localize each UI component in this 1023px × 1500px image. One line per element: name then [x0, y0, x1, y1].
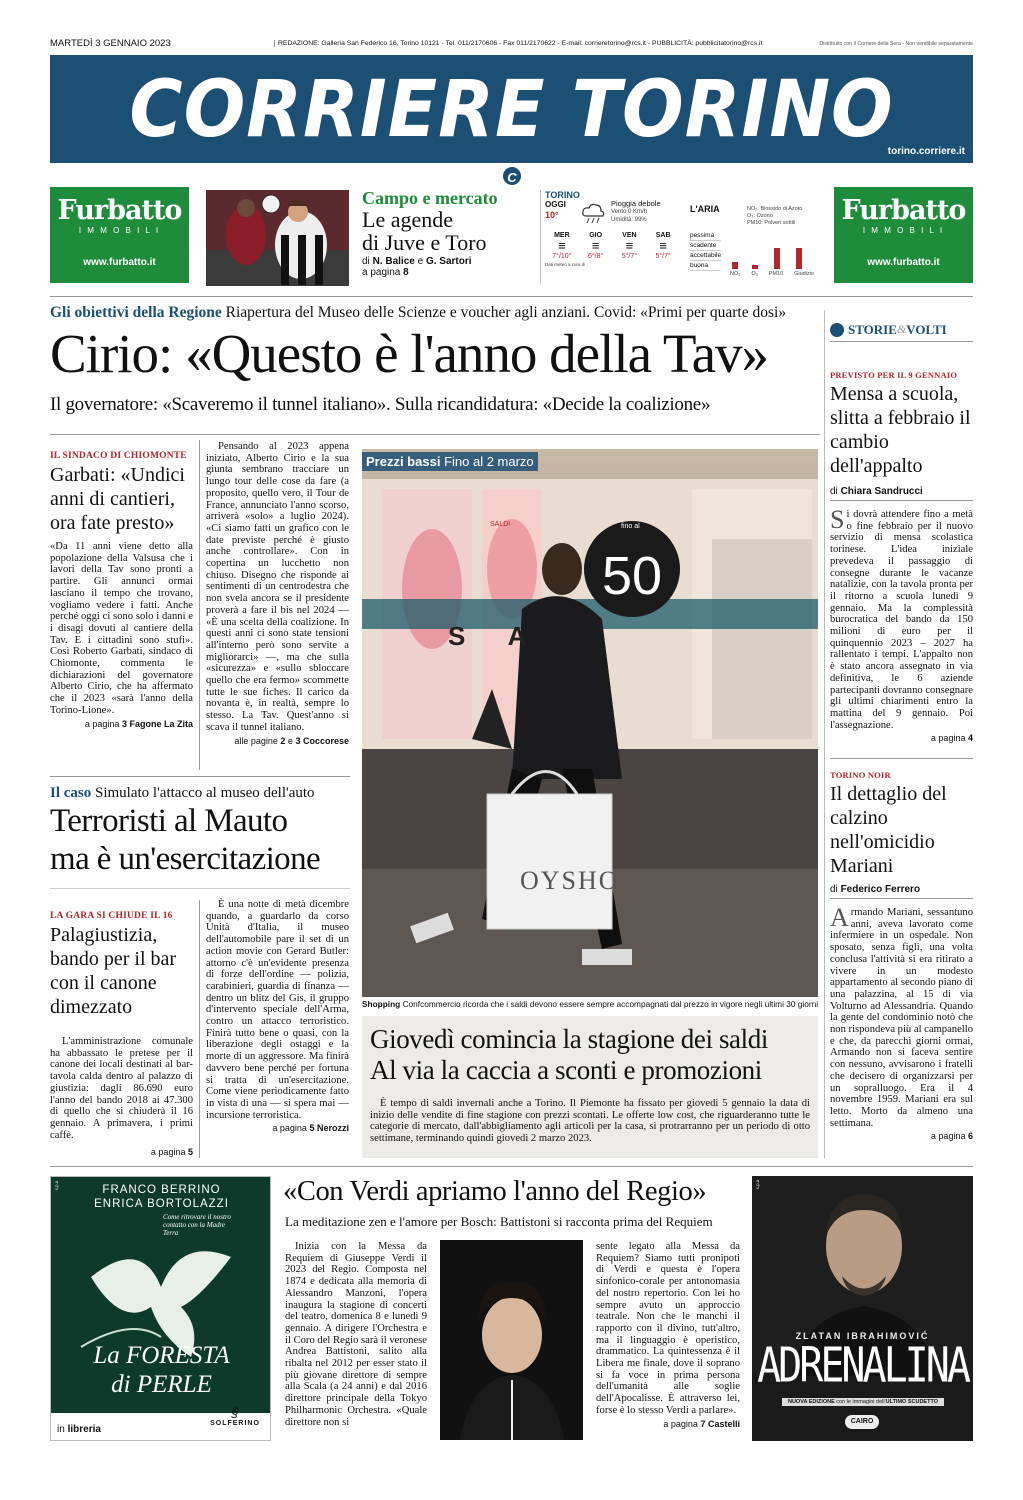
book-right-title: ADRENALINA: [757, 1338, 968, 1394]
today-desc: [611, 200, 661, 224]
saldi-headline-1: Giovedì comincia la stagione dei saldi: [370, 1024, 768, 1054]
mauto-ref: a pagina 5 Nerozzi: [272, 1123, 349, 1134]
mensa-headline: Mensa a scuola, slitta a febbraio il cambio dell'appalto: [830, 383, 971, 477]
issue-date: MARTEDÌ 3 GENNAIO 2023: [50, 38, 171, 49]
palagiustizia-article[interactable]: [50, 911, 193, 1157]
adrenalina-book-ad[interactable]: [752, 1176, 973, 1441]
air-quality-box: [686, 203, 814, 283]
noir-article[interactable]: [830, 770, 973, 1141]
cirio-body: Pensando al 2023 appena iniziato, Alberto Cirio e la sua giunta sembrano tracciare un lungo tour delle cose da fare (a proposito, quello vero, il Tour de France, annunciato l'anno scorso, arriverà «solo» a luglio 2024). «Ci siamo fatti un grafico con le date previste perché è giusto anche controllare». Con in copertina un lucchetto non chiuso. Disegno che risponde ai sentimenti di un centrodestra che non svela ancora se il presidente proverà a fare il bis nel 2024 — «È una scelta della coalizione. In questi anni ci sono state tensioni all'interno però sono servite a migliorarci» —, ma che sulla «sicurezza» e «sullo sbloccare quello che era fermo» scommette tutte le sue fiches. Il carico da novanta è, in realtà, sempre lo stesso. La Tav. Quest'anno si scava il tunnel italiano.: [206, 441, 349, 733]
weather-forecast: [545, 232, 680, 260]
mauto-headline-2: ma è un'esercitazione: [50, 841, 321, 877]
mensa-article[interactable]: [830, 370, 973, 743]
noir-body-text: rmando Mariani, sessantuno anni, aveva lavorato come infermiere in un ospedale. Non sposato, senza figli, una volta conclusa l'attività si era ritirato a vivere in un modesto appartamento al secondo piano di una palazzina, al 15 di via Volturno ad Alessandria. Quando la gente del condominio notò che non rispondeva più al campanello e che, da parecchi giorni ormai, Armando non si faceva sentire con nessuno, avvisarono i fratelli che decisero di organizzarsi per un sopralluogo. Era il 4 novembre 1959. Mariani era sul letto. Morto da almeno una settimana.: [830, 907, 973, 1129]
lead-headline[interactable]: Cirio: «Questo è l'anno della Tav»: [50, 323, 768, 384]
mensa-ref: a pagina 4: [930, 733, 973, 744]
sale-sign-text: 50: [602, 546, 663, 606]
sport-teaser[interactable]: [362, 188, 532, 278]
noir-headline: Il dettaglio del calzino nell'omicidio Mariani: [830, 783, 947, 877]
sidebar-header: [830, 318, 973, 342]
mauto-article-body: [206, 899, 349, 1133]
top-bar: [50, 38, 973, 52]
regio-body-2: sente legato alla Messa da Requiem? Siamo tutti pronipoti di Verdi e questa è l'opera sinfonico-corale per antonomasia del nostro repertorio. Con lei ho sempre avuto un approccio teatrale. Non che le manchi il rapporto con il divino, tutt'altro, ma il linguaggio è operistico, drammatico. La quintessenza è il Libera me finale, dove il soprano si fa voce in prima persona dell'umanità alle soglie dell'Apocalisse. È attraverso lei, forse è lo stesso Verdi a parlare».: [596, 1241, 740, 1416]
football-players-image: [206, 190, 349, 286]
regio-col-2: [596, 1241, 740, 1429]
author-balice: N. Balice: [372, 256, 415, 267]
book-author-1: FRANCO BERRINO: [102, 1184, 221, 1196]
mauto-headline-1: Terroristi al Mauto: [50, 803, 288, 839]
garbati-article[interactable]: [50, 451, 193, 729]
cirio-article-body: [206, 441, 349, 746]
masthead: [50, 55, 973, 163]
sport-title-1: Le agende: [362, 207, 453, 232]
sport-title-2: di Juve e Toro: [362, 230, 487, 255]
mauto-body: È una notte di metà dicembre quando, a guardarlo da corso Unità d'Italia, il museo dell'automobile pare il set di un action movie con Gerard Butler: attorno c'è un'evidente presenza di forze dell'ordine — polizia, carabinieri, guardia di finanza — dentro un blitz del Gis, il gruppo d'intervento speciale dell'Arma, contro un attacco terroristico. Finirà tutto bene o quasi, con la liberazione degli ostaggi e la morte di un aggressore. Ma finirà davvero bene perché per fortuna si tratta di un'esercitazione. Come viene periodicamente fatto in vista di una — si spera mai — incursione terroristica.: [206, 899, 349, 1121]
weather-wind: Vento 0 Km/h: [611, 209, 648, 215]
furbatto-url: www.furbatto.it: [867, 257, 940, 268]
publisher-name: SOLFERINO: [210, 1420, 260, 1427]
mensa-kicker: PREVISTO PER IL 9 GENNAIO: [830, 370, 958, 380]
palagiustizia-body: L'amministrazione comunale ha abbassato le pretese per il canone dei locali destinati al bar-tavola calda dentro al palazzo di giustizia: dagli 86.690 euro l'anno del bando 2018 ai 47.300 di quello che si chiuderà il 16 gennaio. A primavera, i primi caffè.: [50, 1036, 193, 1141]
in-libreria: in libreria: [57, 1424, 101, 1435]
book-right-side-tag: s.p.a: [756, 1179, 762, 1190]
saldi-poster: SALDI: [490, 521, 511, 528]
weather-today: [545, 200, 680, 230]
regio-body-1: Inizia con la Messa da Requiem di Giuseppe Verdi il 2023 del Regio. Composta nel 1874 e dedicata alla memoria di Alessandro Manzoni, l'opera inaugura la stagione di concerti del teatro, domenica 8 e lunedì 9 gennaio. A dirigere l'Orchestra e il Coro del Regio sarà il veronese Andrea Battistoni, salito alla ribalta nel 2012 per esser stato il più giovane direttore di sempre alla Scala (a 24 anni) e dal 2016 direttore principale della Tokyo Philharmonic Orchestra. «Quale direttore non si: [285, 1241, 427, 1428]
caption-text: Confcommercio ricorda che i saldi devono essere sempre accompagnati dal prezzo in vigore negli ultimi 30 giorni: [402, 999, 819, 1009]
sport-byline: [362, 256, 532, 267]
battistoni-photo: [440, 1240, 583, 1440]
palagiustizia-ref: a pagina 5: [150, 1147, 193, 1158]
sport-photo: [206, 190, 349, 286]
book-left-authors: [51, 1180, 271, 1211]
saldi-article[interactable]: [362, 1016, 818, 1158]
noir-byline: di Federico Ferrero: [830, 884, 973, 899]
forecast-day-1: MER ≡ 7°/10°: [552, 232, 572, 260]
sport-kicker: Campo e mercato: [362, 188, 498, 208]
book-title-2: di PERLE: [111, 1371, 212, 1398]
distribution-note: Distribuito con il Corriere della Sera - Non vendibile separatamente: [819, 41, 973, 47]
furbatto-logo: Furbatto: [57, 195, 182, 226]
author-sartori: G. Sartori: [425, 256, 472, 267]
furbatto-sub: I M M O B I L I: [862, 226, 945, 235]
photo-tag: [362, 452, 538, 471]
forecast-day-3: VEN ≡ 5°/7°: [621, 232, 638, 260]
garbati-kicker: IL SINDACO DI CHIOMONTE: [50, 451, 187, 461]
forecast-day-2: GIO ≡ 6°/8°: [587, 232, 604, 260]
noir-kicker: TORINO NOIR: [830, 770, 891, 780]
lead-kicker-line: [50, 304, 820, 322]
weather-credit: Dati meteo a cura di: [545, 262, 586, 267]
cirio-ref: alle pagine 2 e 3 Coccorese: [234, 735, 349, 746]
regio-col-1: [285, 1241, 427, 1428]
sale-sign-small: fino al: [621, 523, 640, 530]
masthead-url[interactable]: torino.corriere.it: [887, 146, 965, 157]
solferino-logo: [201, 1405, 269, 1427]
garbati-headline: Garbati: «Undici anni di cantieri, ora fate presto»: [50, 464, 185, 534]
furbatto-ad-left[interactable]: [50, 187, 189, 283]
book-title-1: La FORESTA: [93, 1342, 230, 1369]
regio-ref: a pagina 7 Castelli: [663, 1418, 740, 1429]
air-levels: pessima scadente accettabile buona: [690, 232, 722, 269]
saldi-body: È tempo di saldi invernali anche a Torino. Il Piemonte ha fissato per giovedì 5 gennaio la data di inizio delle vendite di fine stagione con prezzi scontati. Le offerte low cost, che riguarderanno tutte le categorie di mercato, dall'abbigliamento agli articoli per la casa, si protrarranno per un periodo di otto settimane, terminando quindi giovedì 2 marzo 2023.: [370, 1098, 810, 1145]
mauto-kicker: Il caso: [50, 785, 92, 801]
ref-prefix: a pagina: [362, 267, 401, 278]
furbatto-sub: I M M O B I L I: [78, 226, 161, 235]
air-bar-pm10: [774, 248, 780, 269]
cairo-logo: CAIRO: [845, 1415, 879, 1429]
redazione-info: REDAZIONE: Galleria San Federico 16, Torino 10121 - Tel. 011/2170606 - Fax 011/2170622 - E-mail: corrieretorino@rcs.it - PUBBLICITÀ: pubblicitatorino@rcs.it: [274, 40, 762, 47]
book-right-edition: NUOVA EDIZIONE con le immagini dell'ULTIMO SCUDETTO: [782, 1398, 944, 1406]
bag-text: OYSHO: [520, 866, 620, 895]
book-right-author: ZLATAN IBRAHIMOVIĆ: [795, 1331, 930, 1341]
sport-ref: [362, 267, 532, 278]
photo-caption: [362, 999, 822, 1009]
foresta-book-ad[interactable]: [50, 1176, 271, 1441]
solferino-icon: §: [231, 1405, 239, 1420]
weather-city: TORINO: [545, 190, 580, 200]
weather-box: [540, 190, 680, 284]
book-author-2: ENRICA BORTOLAZZI: [94, 1198, 229, 1210]
lead-kicker-rest: Riapertura del Museo delle Scienze e voucher agli anziani. Covid: «Primi per quarte dosi»: [225, 304, 787, 321]
furbatto-url: www.furbatto.it: [83, 257, 156, 268]
conductor-portrait-image: [440, 1240, 583, 1440]
today-label: OGGI: [545, 200, 566, 209]
photo-tag-2: Fino al 2 marzo: [444, 454, 534, 469]
mensa-body-text: i dovrà attendere fino a metà o fine febbraio per il nuovo servizio di mensa scolastica torinese. L'idea iniziale prevedeva il passaggio di consegne durante le vacanze natalizie, con la tavola pronta per il ritorno a scuola lunedì 9 gennaio. Ma la complessità burocratica del bando da 150 milioni di euro per il quinquennio 2023 – 2027 ha rallentato i tempi. L'appalto non è stato ancora assegnato in via definitiva, le 6 aziende partecipanti dovranno consegnare gli ultimi chiarimenti entro la mattina del 9 gennaio. Poi l'assegnazione.: [830, 509, 973, 731]
weather-desc: Pioggia debole: [611, 199, 661, 208]
air-bar-giudizio: [796, 248, 802, 269]
shopping-woman-image: [362, 449, 818, 997]
air-bar-o3: [752, 265, 758, 269]
book-left-tagline: Come ritrovare il nostro contatto con la Madre Terra: [163, 1213, 231, 1237]
furbatto-logo: Furbatto: [841, 195, 966, 226]
masthead-title: CORRIERE TORINO: [129, 65, 894, 155]
air-axis: NO₂ O₃ PM10 Giudizio: [730, 271, 814, 277]
sidebar-header-b: VOLTI: [906, 321, 947, 337]
mensa-body: [830, 505, 973, 731]
garbati-ref: a pagina 3 Fagone La Zita: [84, 718, 193, 729]
air-legend: NO₂: Biossido di Azoto O₃: Ozono PM10: Polveri sottili: [747, 206, 803, 226]
garbati-body: «Da 11 anni viene detto alla popolazione della Valsusa che i lavori della Tav sono pronti a partire. Gli annunci ormai lasciano il tempo che trovano, vogliamo vedere i fatti. Anche perché oggi ci sono solo i danni e i disagi dovuti al cantiere della Tav. E i cittadini sono stufi». Così Roberto Garbati, sindaco di Chiomonte, commenta le dichiarazioni del governatore Alberto Cirio, che ha affermato che il 2023 «sarà l'anno della Torino-Lione».: [50, 541, 193, 716]
byline-prefix: di: [362, 256, 370, 267]
mauto-headline[interactable]: [50, 802, 350, 878]
mauto-kicker-rest: Simulato l'attacco al museo dell'auto: [95, 785, 315, 801]
mensa-byline: di Chiara Sandrucci: [830, 486, 973, 501]
shop-letters: S A: [448, 621, 545, 651]
book-left-title: [51, 1341, 271, 1399]
regio-subhead: La meditazione zen e l'amore per Bosch: Battistoni si racconta prima del Requiem: [285, 1214, 713, 1229]
byline-and: e: [417, 256, 424, 267]
rain-cloud-icon: [580, 202, 606, 224]
palagiustizia-headline: Palagiustizia, bando per il bar con il canone dimezzato: [50, 924, 177, 1018]
photo-tag-1: Prezzi bassi: [366, 454, 441, 469]
noir-ref: a pagina 6: [930, 1131, 973, 1142]
regio-headline[interactable]: «Con Verdi apriamo l'anno del Regio»: [283, 1176, 707, 1207]
sidebar-header-a: STORIE: [848, 321, 897, 337]
saldi-headline-2: Al via la caccia a sconti e promozioni: [370, 1055, 762, 1085]
mauto-kicker-line: [50, 785, 350, 802]
forecast-day-4: SAB ≡ 5°/7°: [655, 232, 671, 260]
air-title: L'ARIA: [690, 204, 720, 214]
ref-page: 8: [403, 267, 409, 278]
caption-kicker: Shopping: [362, 999, 401, 1009]
lead-kicker: Gli obiettivi della Regione: [50, 304, 222, 321]
furbatto-ad-right[interactable]: [834, 187, 973, 283]
mensa-dropcap: S: [830, 505, 845, 534]
noir-dropcap: A: [830, 903, 849, 932]
lead-subhead: Il governatore: «Scaveremo il tunnel italiano». Sulla ricandidatura: «Decide la coalizione»: [50, 394, 711, 415]
palagiustizia-kicker: LA GARA SI CHIUDE IL 16: [50, 911, 173, 921]
today-temp: 10°: [545, 210, 559, 220]
sidebar-dot-icon: [830, 323, 844, 337]
sidebar-header-amp: &: [896, 322, 907, 336]
shopping-photo: [362, 449, 818, 997]
corriere-badge-icon: C: [501, 165, 523, 187]
weather-humidity: Umidità: 99%: [611, 217, 647, 223]
air-bar-no2: [732, 262, 738, 269]
noir-body: [830, 903, 973, 1129]
book-left-side-tag: s.p.a: [55, 1180, 61, 1191]
